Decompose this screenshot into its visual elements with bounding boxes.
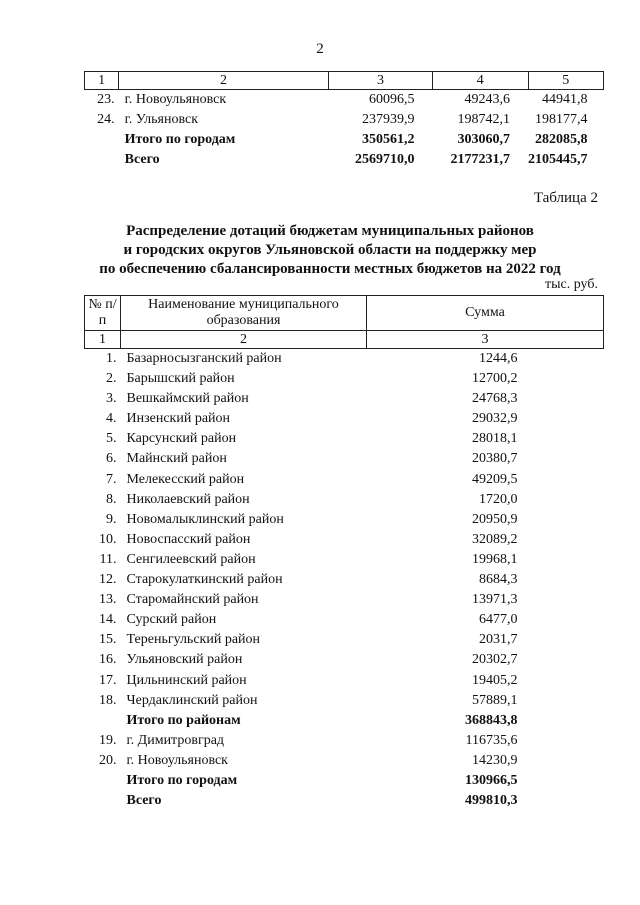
table-row	[85, 130, 604, 150]
table-row	[85, 449, 604, 469]
row-value: 44941,8	[542, 92, 588, 107]
column-number-row	[85, 72, 604, 90]
row-number: 8.	[106, 491, 117, 507]
row-sum: 49209,5	[472, 471, 518, 487]
column-number: 3	[367, 331, 604, 349]
table-row	[85, 711, 604, 731]
column-number-row	[85, 331, 604, 349]
row-name: Майнский район	[126, 451, 227, 467]
row-name: Цильнинский район	[126, 672, 247, 688]
table-row	[85, 470, 604, 490]
row-number: 23.	[97, 92, 115, 107]
title-line: по обеспечению сбалансированности местных бюджетов на 2022 год	[99, 261, 561, 277]
row-sum: 20302,7	[472, 652, 518, 668]
row-value: 2105445,7	[528, 152, 588, 167]
title-line: и городских округов Ульяновской области на поддержку мер	[123, 242, 537, 258]
header-name: Наименование муниципального образования	[121, 296, 367, 331]
row-number: 13.	[99, 592, 117, 608]
row-number: 24.	[97, 112, 115, 127]
row-number: 3.	[106, 391, 117, 407]
row-number: 9.	[106, 511, 117, 527]
row-number	[85, 711, 121, 731]
row-sum: 29032,9	[472, 411, 518, 427]
table-row	[85, 409, 604, 429]
column-number: 5	[528, 72, 604, 90]
table-row	[85, 90, 604, 111]
table-row	[85, 630, 604, 650]
row-number: 14.	[99, 612, 117, 628]
row-sum: 19968,1	[472, 551, 518, 567]
column-number: 2	[121, 331, 367, 349]
table-row	[85, 150, 604, 170]
row-number	[85, 791, 121, 811]
row-name: г. Новоульяновск	[124, 92, 227, 107]
row-sum: 368843,8	[465, 712, 518, 728]
row-name: Старомайнский район	[126, 592, 259, 608]
row-number: 15.	[99, 632, 117, 648]
row-number: 4.	[106, 411, 117, 427]
row-name: Тереньгульский район	[126, 632, 261, 648]
row-value: 350561,2	[362, 132, 415, 147]
row-name: г. Ульяновск	[124, 112, 199, 127]
row-number: 20.	[99, 752, 117, 768]
column-number: 2	[119, 72, 329, 90]
row-sum: 32089,2	[472, 531, 518, 547]
row-number: 6.	[106, 451, 117, 467]
row-name: Мелекесский район	[126, 471, 245, 487]
row-sum: 24768,3	[472, 391, 518, 407]
table-row	[85, 570, 604, 590]
column-number: 4	[433, 72, 528, 90]
column-number: 3	[328, 72, 432, 90]
row-name: г. Новоульяновск	[126, 752, 228, 768]
row-value: 60096,5	[369, 92, 415, 107]
row-number	[85, 130, 119, 150]
table-row	[85, 349, 604, 370]
row-name: Сенгилеевский район	[126, 551, 256, 567]
row-name: Новоспасский район	[126, 531, 251, 547]
table-row	[85, 751, 604, 771]
row-name: Николаевский район	[126, 491, 250, 507]
header-number: № п/п	[85, 296, 121, 331]
table-row	[85, 490, 604, 510]
row-sum: 14230,9	[472, 752, 518, 768]
table-title	[60, 222, 600, 279]
subsidy-distribution-table	[84, 295, 604, 811]
column-number: 1	[85, 331, 121, 349]
row-value: 282085,8	[535, 132, 588, 147]
row-number: 5.	[106, 431, 117, 447]
row-number: 12.	[99, 572, 117, 588]
row-name: Итого по городам	[126, 772, 238, 788]
row-value: 49243,6	[464, 92, 510, 107]
table-row	[85, 110, 604, 130]
table-label: Таблица 2	[533, 190, 598, 206]
row-number: 19.	[99, 732, 117, 748]
row-name: Всего	[126, 793, 162, 809]
row-name: Итого по районам	[126, 712, 241, 728]
row-name: Карсунский район	[126, 431, 237, 447]
row-sum: 13971,3	[472, 592, 518, 608]
table-row	[85, 429, 604, 449]
row-sum: 20380,7	[472, 451, 518, 467]
row-sum: 19405,2	[472, 672, 518, 688]
row-name: Старокулаткинский район	[126, 572, 283, 588]
row-sum: 1720,0	[479, 491, 518, 507]
row-value: 303060,7	[457, 132, 510, 147]
row-name: Чердаклинский район	[126, 692, 258, 708]
row-sum: 20950,9	[472, 511, 518, 527]
column-number: 1	[85, 72, 119, 90]
row-name: Итого по городам	[124, 132, 236, 147]
row-number	[85, 150, 119, 170]
table-row	[85, 510, 604, 530]
row-number: 10.	[99, 531, 117, 547]
row-value: 237939,9	[362, 112, 415, 127]
table-row	[85, 550, 604, 570]
row-sum: 499810,3	[465, 793, 518, 809]
page-number: 2	[316, 41, 324, 57]
row-name: Базарносызганский район	[126, 351, 282, 366]
row-value: 2569710,0	[355, 152, 415, 167]
row-number: 17.	[99, 672, 117, 688]
row-name: г. Димитровград	[126, 732, 225, 748]
row-name: Инзенский район	[126, 411, 231, 427]
row-name: Барышский район	[126, 371, 235, 387]
table-row	[85, 610, 604, 630]
units-label: тыс. руб.	[545, 277, 598, 292]
row-number: 18.	[99, 692, 117, 708]
row-sum: 6477,0	[479, 612, 518, 628]
table-row	[85, 650, 604, 670]
row-sum: 2031,7	[479, 632, 518, 648]
budget-table-continuation	[84, 71, 604, 170]
table-header-row	[85, 296, 604, 331]
row-number: 2.	[106, 371, 117, 387]
title-line: Распределение дотаций бюджетам муниципальных районов	[126, 223, 534, 239]
row-name: Ульяновский район	[126, 652, 243, 668]
table-row	[85, 590, 604, 610]
row-sum: 130966,5	[465, 772, 518, 788]
row-name: Новомалыклинский район	[126, 511, 284, 527]
row-name: Вешкаймский район	[126, 391, 249, 407]
row-value: 198742,1	[457, 112, 510, 127]
table-row	[85, 530, 604, 550]
row-number: 16.	[99, 652, 117, 668]
row-number	[85, 771, 121, 791]
row-sum: 57889,1	[472, 692, 518, 708]
row-name: Сурский район	[126, 612, 217, 628]
row-number: 7.	[106, 471, 117, 487]
row-value: 198177,4	[535, 112, 588, 127]
table-row	[85, 691, 604, 711]
row-number: 11.	[99, 551, 117, 567]
table-row	[85, 671, 604, 691]
row-sum: 28018,1	[472, 431, 518, 447]
header-sum: Сумма	[367, 296, 604, 331]
row-value: 2177231,7	[450, 152, 510, 167]
row-sum: 1244,6	[479, 351, 518, 366]
row-sum: 8684,3	[479, 572, 518, 588]
table-row	[85, 771, 604, 791]
row-sum: 12700,2	[472, 371, 518, 387]
table-row	[85, 369, 604, 389]
table-row	[85, 791, 604, 811]
table-row	[85, 731, 604, 751]
row-number: 1.	[106, 351, 117, 366]
row-name: Всего	[124, 152, 160, 167]
row-sum: 116735,6	[465, 732, 518, 748]
table-row	[85, 389, 604, 409]
